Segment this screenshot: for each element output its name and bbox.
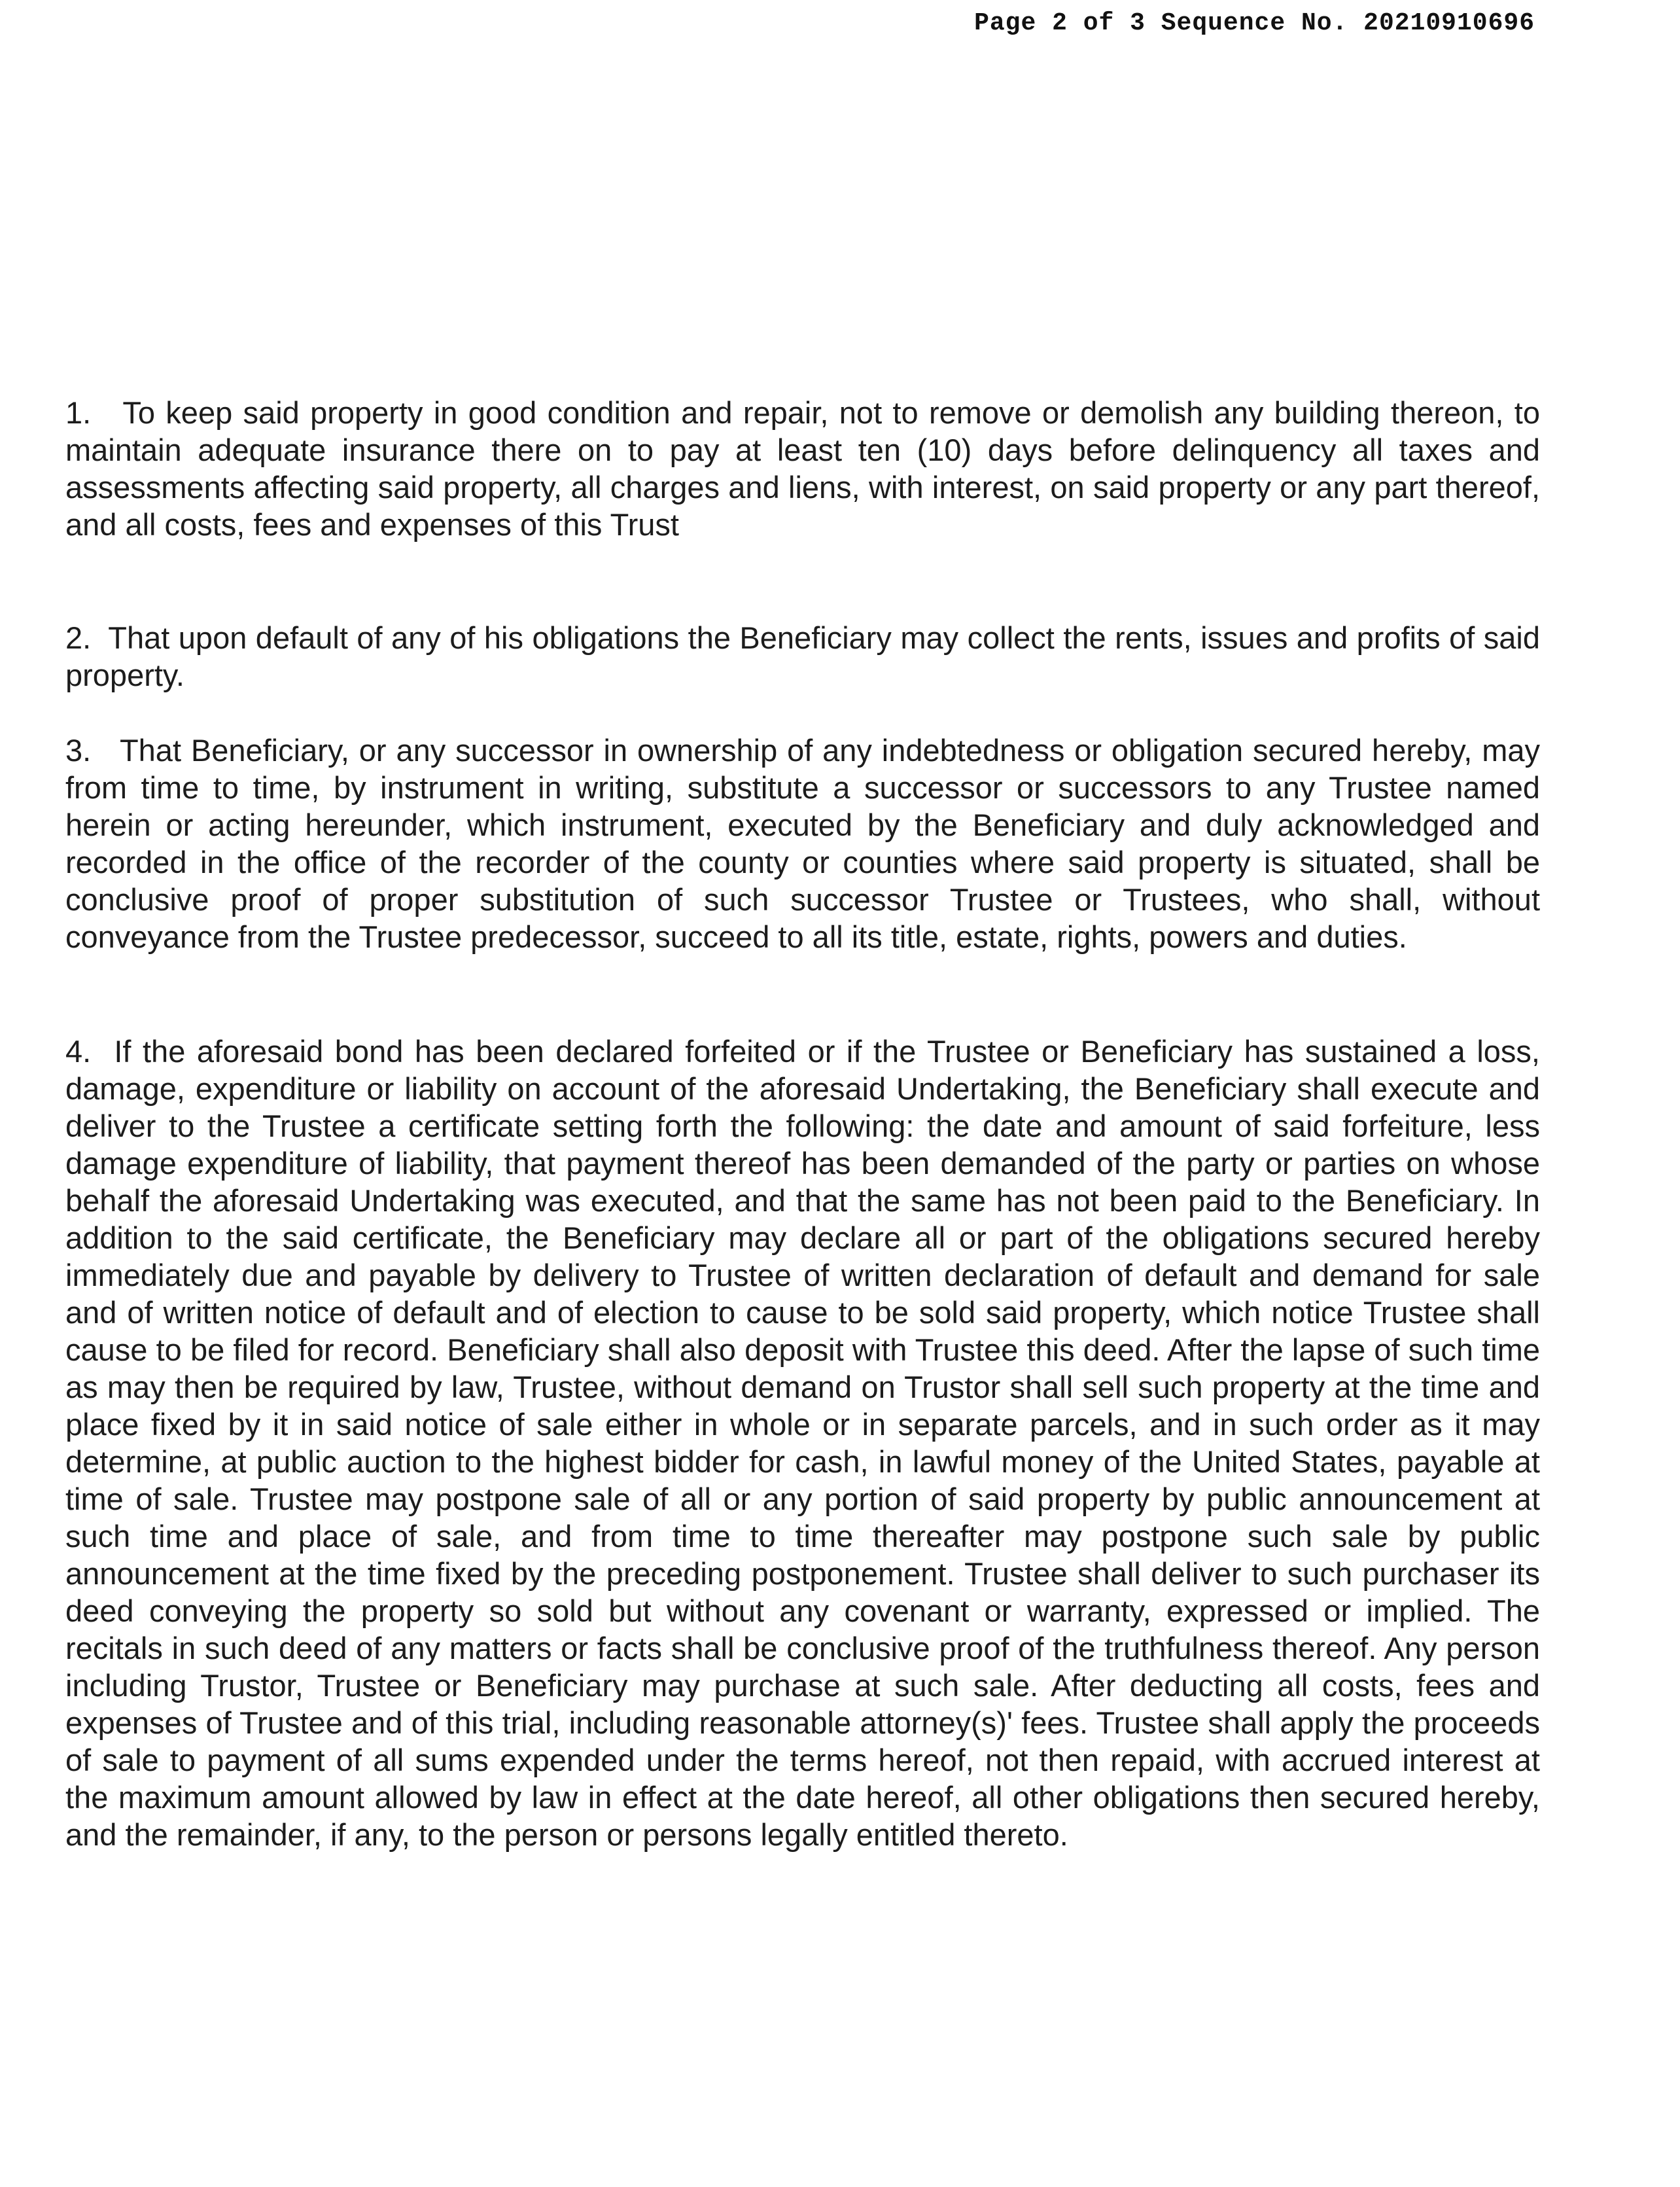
paragraph-number: 1. xyxy=(65,395,92,430)
paragraph-2 xyxy=(65,619,1540,694)
paragraph-number: 3. xyxy=(65,733,92,768)
paragraph-text: That Beneficiary, or any successor in ownership of any indebtedness or obligation secured hereby, may from time to time, by instrument in writing, substitute a successor or successors to any Trustee named herein or acting hereunder, which instrument, executed by the Beneficiary and duly acknowledged and recorded in the office of the recorder of the county or counties where said property is situated, shall be conclusive proof of proper substitution of such successor Trustee or Trustees, who shall, without conveyance from the Trustee predecessor, succeed to all its title, estate, rights, powers and duties. xyxy=(65,733,1540,954)
paragraph-text: If the aforesaid bond has been declared forfeited or if the Trustee or Beneficiary has sustained a loss, damage, expenditure or liability on account of the aforesaid Undertaking, the Beneficiary shall execute and deliver to the Trustee a certificate setting forth the following: the date and amount of said forfeiture, less damage expenditure of liability, that payment thereof has been demanded of the party or parties on whose behalf the aforesaid Undertaking was executed, and that the same has not been paid to the Beneficiary. In addition to the said certificate, the Beneficiary may declare all or part of the obligations secured hereby immediately due and payable by delivery to Trustee of written declaration of default and demand for sale and of written notice of default and of election to cause to be sold said property, which notice Trustee shall cause to be filed for record. Beneficiary shall also deposit with Trustee this deed. After the lapse of such time as may then be required by law, Trustee, without demand on Trustor shall sell such property at the time and place fixed by it in said notice of sale either in whole or in separate parcels, and in such order as it may determine, at public auction to the highest bidder for cash, in lawful money of the United States, payable at time of sale. Trustee may postpone sale of all or any portion of said property by public announcement at such time and place of sale, and from time to time thereafter may postpone such sale by public announcement at the time fixed by the preceding postponement. Trustee shall deliver to such purchaser its deed conveying the property so sold but without any covenant or warranty, expressed or implied. The recitals in such deed of any matters or facts shall be conclusive proof of the truthfulness thereof. Any person including Trustor, Trustee or Beneficiary may purchase at such sale. After deducting all costs, fees and expenses of Trustee and of this trial, including reasonable attorney(s)' fees. Trustee shall apply the proceeds of sale to payment of all sums expended under the terms hereof, not then repaid, with accrued interest at the maximum amount allowed by law in effect at the date hereof, all other obligations then secured hereby, and the remainder, if any, to the person or persons legally entitled thereto. xyxy=(65,1034,1540,1852)
paragraph-4 xyxy=(65,1033,1540,1853)
paragraph-text: That upon default of any of his obligations the Beneficiary may collect the rents, issues and profits of said property. xyxy=(65,620,1540,692)
paragraph-number: 2. xyxy=(65,620,92,655)
paragraph-number: 4. xyxy=(65,1034,92,1069)
paragraph-text: To keep said property in good condition and repair, not to remove or demolish any building thereon, to maintain adequate insurance there on to pay at least ten (10) days before delinquency all taxes and assessments affecting said property, all charges and liens, with interest, on said property or any part thereof, and all costs, fees and expenses of this Trust xyxy=(65,395,1540,542)
paragraph-1 xyxy=(65,394,1540,543)
paragraph-3 xyxy=(65,732,1540,955)
page-sequence-header: Page 2 of 3 Sequence No. 20210910696 xyxy=(974,9,1535,37)
